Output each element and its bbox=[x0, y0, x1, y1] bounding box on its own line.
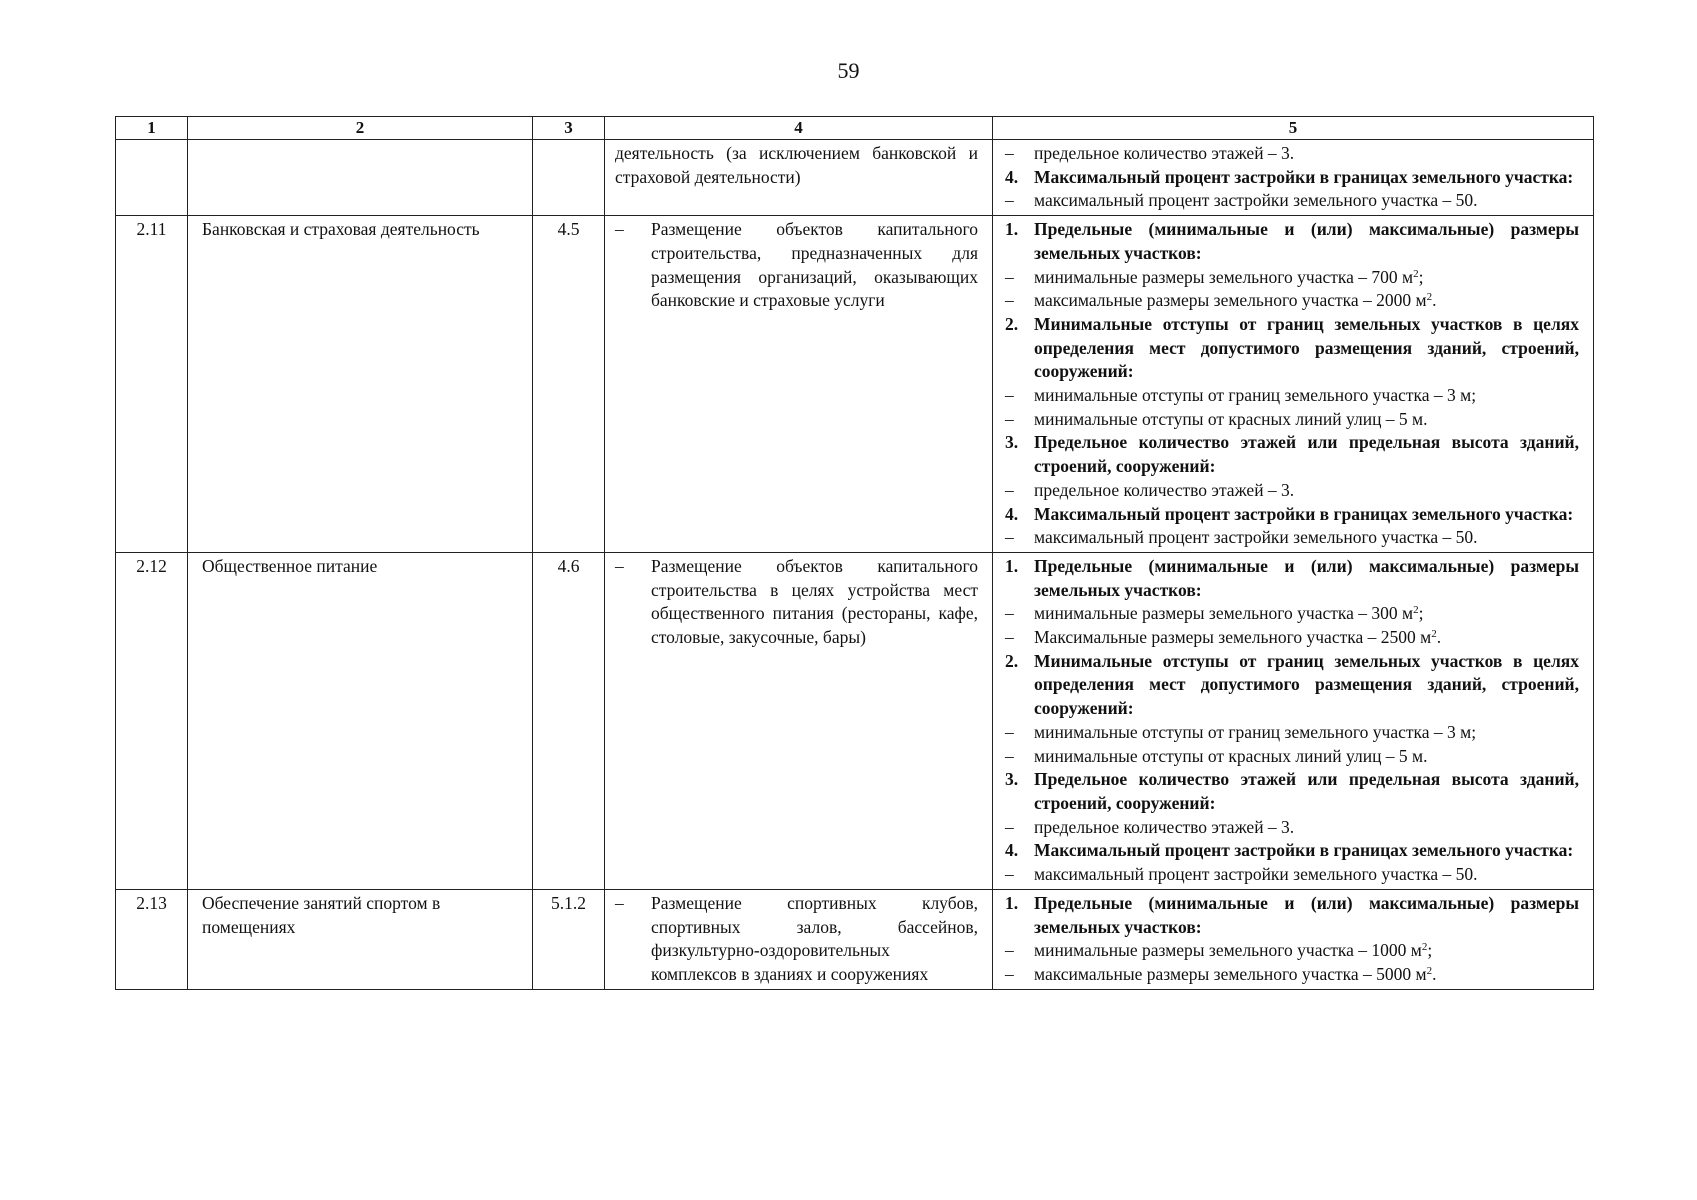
parameter-text-main: максимальные размеры земельного участка – 5000 м bbox=[1034, 963, 1427, 984]
item-marker: – bbox=[1005, 479, 1014, 500]
parameter-text bbox=[1034, 892, 1579, 939]
parameter-text bbox=[1034, 816, 1579, 840]
parameters-cell bbox=[993, 140, 1594, 216]
parameter-text-main: максимальный процент застройки земельного участка – 50. bbox=[1034, 190, 1478, 211]
item-marker: – bbox=[1005, 527, 1014, 548]
parameter-text bbox=[1034, 721, 1579, 745]
parameter-item bbox=[1005, 602, 1579, 626]
parameter-text bbox=[1034, 768, 1579, 815]
item-marker: 1. bbox=[1005, 892, 1019, 913]
parameter-heading bbox=[1005, 768, 1579, 815]
item-marker: – bbox=[1005, 603, 1014, 624]
parameter-text-main: минимальные размеры земельного участка – 300 м bbox=[1034, 603, 1414, 624]
parameter-text-main: минимальные отступы от границ земельного участка – 3 м; bbox=[1034, 385, 1477, 406]
item-marker: – bbox=[1005, 627, 1014, 648]
parameter-text-main: Максимальный процент застройки в границах земельного участка: bbox=[1034, 840, 1574, 861]
punctuation: . bbox=[1432, 963, 1437, 984]
parameter-text bbox=[1034, 313, 1579, 384]
item-marker: 2. bbox=[1005, 313, 1019, 334]
table-row bbox=[116, 889, 1594, 989]
dash-marker: – bbox=[615, 892, 624, 913]
parameters-cell bbox=[993, 889, 1594, 989]
row-number-cell: 2.13 bbox=[116, 889, 188, 989]
use-code-cell: 4.6 bbox=[533, 552, 605, 889]
parameter-heading bbox=[1005, 555, 1579, 602]
parameter-heading bbox=[1005, 313, 1579, 384]
parameter-heading bbox=[1005, 650, 1579, 721]
parameter-item bbox=[1005, 721, 1579, 745]
parameter-text bbox=[1034, 189, 1579, 213]
item-marker: – bbox=[1005, 963, 1014, 984]
description-text: Размещение спортивных клубов, спортивных залов, бассейнов, физкультурно-оздоровительных комплексов в зданиях и сооружениях bbox=[651, 892, 978, 984]
parameter-item bbox=[1005, 479, 1579, 503]
table-header-row bbox=[116, 117, 1594, 140]
use-code-cell bbox=[533, 140, 605, 216]
parameter-item bbox=[1005, 384, 1579, 408]
parameter-text-main: Максимальные размеры земельного участка – 2500 м bbox=[1034, 627, 1432, 648]
parameter-text-main: предельное количество этажей – 3. bbox=[1034, 479, 1295, 500]
parameter-text-main: минимальные отступы от границ земельного участка – 3 м; bbox=[1034, 721, 1477, 742]
use-name-cell: Обеспечение занятий спортом в помещениях bbox=[188, 889, 533, 989]
parameters-cell bbox=[993, 552, 1594, 889]
item-marker: 4. bbox=[1005, 503, 1019, 524]
parameter-item bbox=[1005, 745, 1579, 769]
punctuation: . bbox=[1432, 290, 1437, 311]
parameter-text-main: максимальный процент застройки земельного участка – 50. bbox=[1034, 527, 1478, 548]
parameter-item bbox=[1005, 626, 1579, 650]
parameter-item bbox=[1005, 142, 1579, 166]
column-header: 3 bbox=[533, 117, 605, 140]
punctuation: ; bbox=[1418, 266, 1424, 287]
parameter-text-main: минимальные размеры земельного участка – 1000 м bbox=[1034, 940, 1422, 961]
parameter-text-main: Предельные (минимальные и (или) максимальные) размеры земельных участков: bbox=[1034, 555, 1579, 600]
use-code-cell: 5.1.2 bbox=[533, 889, 605, 989]
parameter-text bbox=[1034, 626, 1579, 650]
parameter-item bbox=[1005, 939, 1579, 963]
parameter-text bbox=[1034, 555, 1579, 602]
parameter-text bbox=[1034, 431, 1579, 478]
parameter-item bbox=[1005, 289, 1579, 313]
parameter-text bbox=[1034, 745, 1579, 769]
parameter-text bbox=[1034, 963, 1579, 987]
parameter-text-main: Минимальные отступы от границ земельных участков в целях определения мест допустимого размещения зданий, строений, сооружений: bbox=[1034, 313, 1579, 382]
item-marker: – bbox=[1005, 190, 1014, 211]
parameter-text-main: Предельное количество этажей или предельная высота зданий, строений, сооружений: bbox=[1034, 432, 1579, 477]
parameter-text-main: предельное количество этажей – 3. bbox=[1034, 143, 1295, 163]
parameter-item bbox=[1005, 863, 1579, 887]
parameter-text bbox=[1034, 839, 1579, 863]
column-header: 5 bbox=[993, 117, 1594, 140]
superscript: 2 bbox=[1426, 964, 1433, 977]
item-marker: 1. bbox=[1005, 555, 1019, 576]
parameter-text-main: предельное количество этажей – 3. bbox=[1034, 816, 1295, 837]
item-marker: 1. bbox=[1005, 219, 1019, 240]
parameter-text bbox=[1034, 142, 1579, 166]
punctuation: . bbox=[1436, 627, 1442, 648]
item-marker: 4. bbox=[1005, 840, 1019, 861]
parameter-item bbox=[1005, 963, 1579, 987]
parameter-text bbox=[1034, 863, 1579, 887]
item-marker: – bbox=[1005, 143, 1014, 163]
item-marker: – bbox=[1005, 745, 1014, 766]
parameter-text-main: Минимальные отступы от границ земельных участков в целях определения мест допустимого размещения зданий, строений, сооружений: bbox=[1034, 650, 1579, 719]
row-number-cell: 2.12 bbox=[116, 552, 188, 889]
parameter-item bbox=[1005, 408, 1579, 432]
description-text: Размещение объектов капитального строительства, предназначенных для размещения организаций, оказывающих банковские и страховые услуги bbox=[651, 219, 978, 311]
item-marker: – bbox=[1005, 816, 1014, 837]
item-marker: – bbox=[1005, 290, 1014, 311]
item-marker: – bbox=[1005, 266, 1014, 287]
column-header: 2 bbox=[188, 117, 533, 140]
parameter-text bbox=[1034, 503, 1579, 527]
parameter-text bbox=[1034, 602, 1579, 626]
parameter-heading bbox=[1005, 218, 1579, 265]
item-marker: – bbox=[1005, 721, 1014, 742]
parameter-text bbox=[1034, 526, 1579, 550]
parameter-text bbox=[1034, 384, 1579, 408]
item-marker: 3. bbox=[1005, 769, 1019, 790]
parameter-heading bbox=[1005, 892, 1579, 939]
parameter-text-main: максимальные размеры земельного участка – 2000 м bbox=[1034, 290, 1427, 311]
superscript: 2 bbox=[1421, 941, 1428, 954]
table-row bbox=[116, 140, 1594, 216]
parameter-text bbox=[1034, 479, 1579, 503]
use-name-cell: Общественное питание bbox=[188, 552, 533, 889]
item-marker: 4. bbox=[1005, 166, 1019, 187]
row-number-cell: 2.11 bbox=[116, 216, 188, 553]
punctuation: ; bbox=[1427, 940, 1433, 961]
superscript: 2 bbox=[1426, 291, 1433, 304]
parameter-text bbox=[1034, 650, 1579, 721]
parameter-heading bbox=[1005, 431, 1579, 478]
item-marker: 3. bbox=[1005, 432, 1019, 453]
parameter-text bbox=[1034, 218, 1579, 265]
table-row bbox=[116, 552, 1594, 889]
column-header: 1 bbox=[116, 117, 188, 140]
parameter-text-main: максимальный процент застройки земельного участка – 50. bbox=[1034, 864, 1478, 885]
superscript: 2 bbox=[1431, 628, 1437, 641]
description-text: деятельность (за исключением банковской и страховой деятельности) bbox=[615, 143, 978, 187]
page-number: 59 bbox=[837, 58, 860, 83]
description-cell bbox=[605, 552, 993, 889]
superscript: 2 bbox=[1413, 267, 1419, 280]
parameter-item bbox=[1005, 266, 1579, 290]
parameters-cell bbox=[993, 216, 1594, 553]
parameter-text-main: Максимальный процент застройки в границах земельного участка: bbox=[1034, 503, 1574, 524]
parameter-text bbox=[1034, 408, 1579, 432]
dash-marker: – bbox=[615, 219, 624, 240]
parameter-item bbox=[1005, 189, 1579, 213]
item-marker: – bbox=[1005, 408, 1014, 429]
parameter-text bbox=[1034, 166, 1579, 190]
punctuation: ; bbox=[1418, 603, 1424, 624]
row-number-cell bbox=[116, 140, 188, 216]
use-name-cell: Банковская и страховая деятельность bbox=[188, 216, 533, 553]
parameter-heading bbox=[1005, 503, 1579, 527]
table-row bbox=[116, 216, 1594, 553]
use-name-cell bbox=[188, 140, 533, 216]
parameter-text-main: Предельные (минимальные и (или) максимальные) размеры земельных участков: bbox=[1034, 219, 1579, 263]
description-cell bbox=[605, 889, 993, 989]
parameter-heading bbox=[1005, 166, 1579, 190]
item-marker: – bbox=[1005, 940, 1014, 961]
item-marker: – bbox=[1005, 385, 1014, 406]
parameter-text bbox=[1034, 266, 1579, 290]
column-header: 4 bbox=[605, 117, 993, 140]
description-text: Размещение объектов капитального строительства в целях устройства мест общественного питания (рестораны, кафе, столовые, закусочные, бары) bbox=[651, 555, 978, 648]
parameter-item bbox=[1005, 816, 1579, 840]
item-marker: 2. bbox=[1005, 650, 1019, 671]
parameter-text-main: Предельное количество этажей или предельная высота зданий, строений, сооружений: bbox=[1034, 769, 1579, 813]
parameter-text-main: Предельные (минимальные и (или) максимальные) размеры земельных участков: bbox=[1034, 892, 1579, 937]
parameter-text-main: минимальные размеры земельного участка – 700 м bbox=[1034, 266, 1414, 287]
parameter-heading bbox=[1005, 839, 1579, 863]
parameter-item bbox=[1005, 526, 1579, 550]
parameter-text bbox=[1034, 289, 1579, 313]
item-marker: – bbox=[1005, 864, 1014, 885]
use-code-cell: 4.5 bbox=[533, 216, 605, 553]
regulations-table bbox=[115, 116, 1594, 990]
dash-marker: – bbox=[615, 555, 624, 576]
superscript: 2 bbox=[1413, 604, 1419, 617]
description-cell bbox=[605, 216, 993, 553]
description-cell bbox=[605, 140, 993, 216]
parameter-text-main: минимальные отступы от красных линий улиц – 5 м. bbox=[1034, 745, 1428, 766]
parameter-text bbox=[1034, 939, 1579, 963]
parameter-text-main: Максимальный процент застройки в границах земельного участка: bbox=[1034, 166, 1574, 187]
parameter-text-main: минимальные отступы от красных линий улиц – 5 м. bbox=[1034, 408, 1428, 429]
